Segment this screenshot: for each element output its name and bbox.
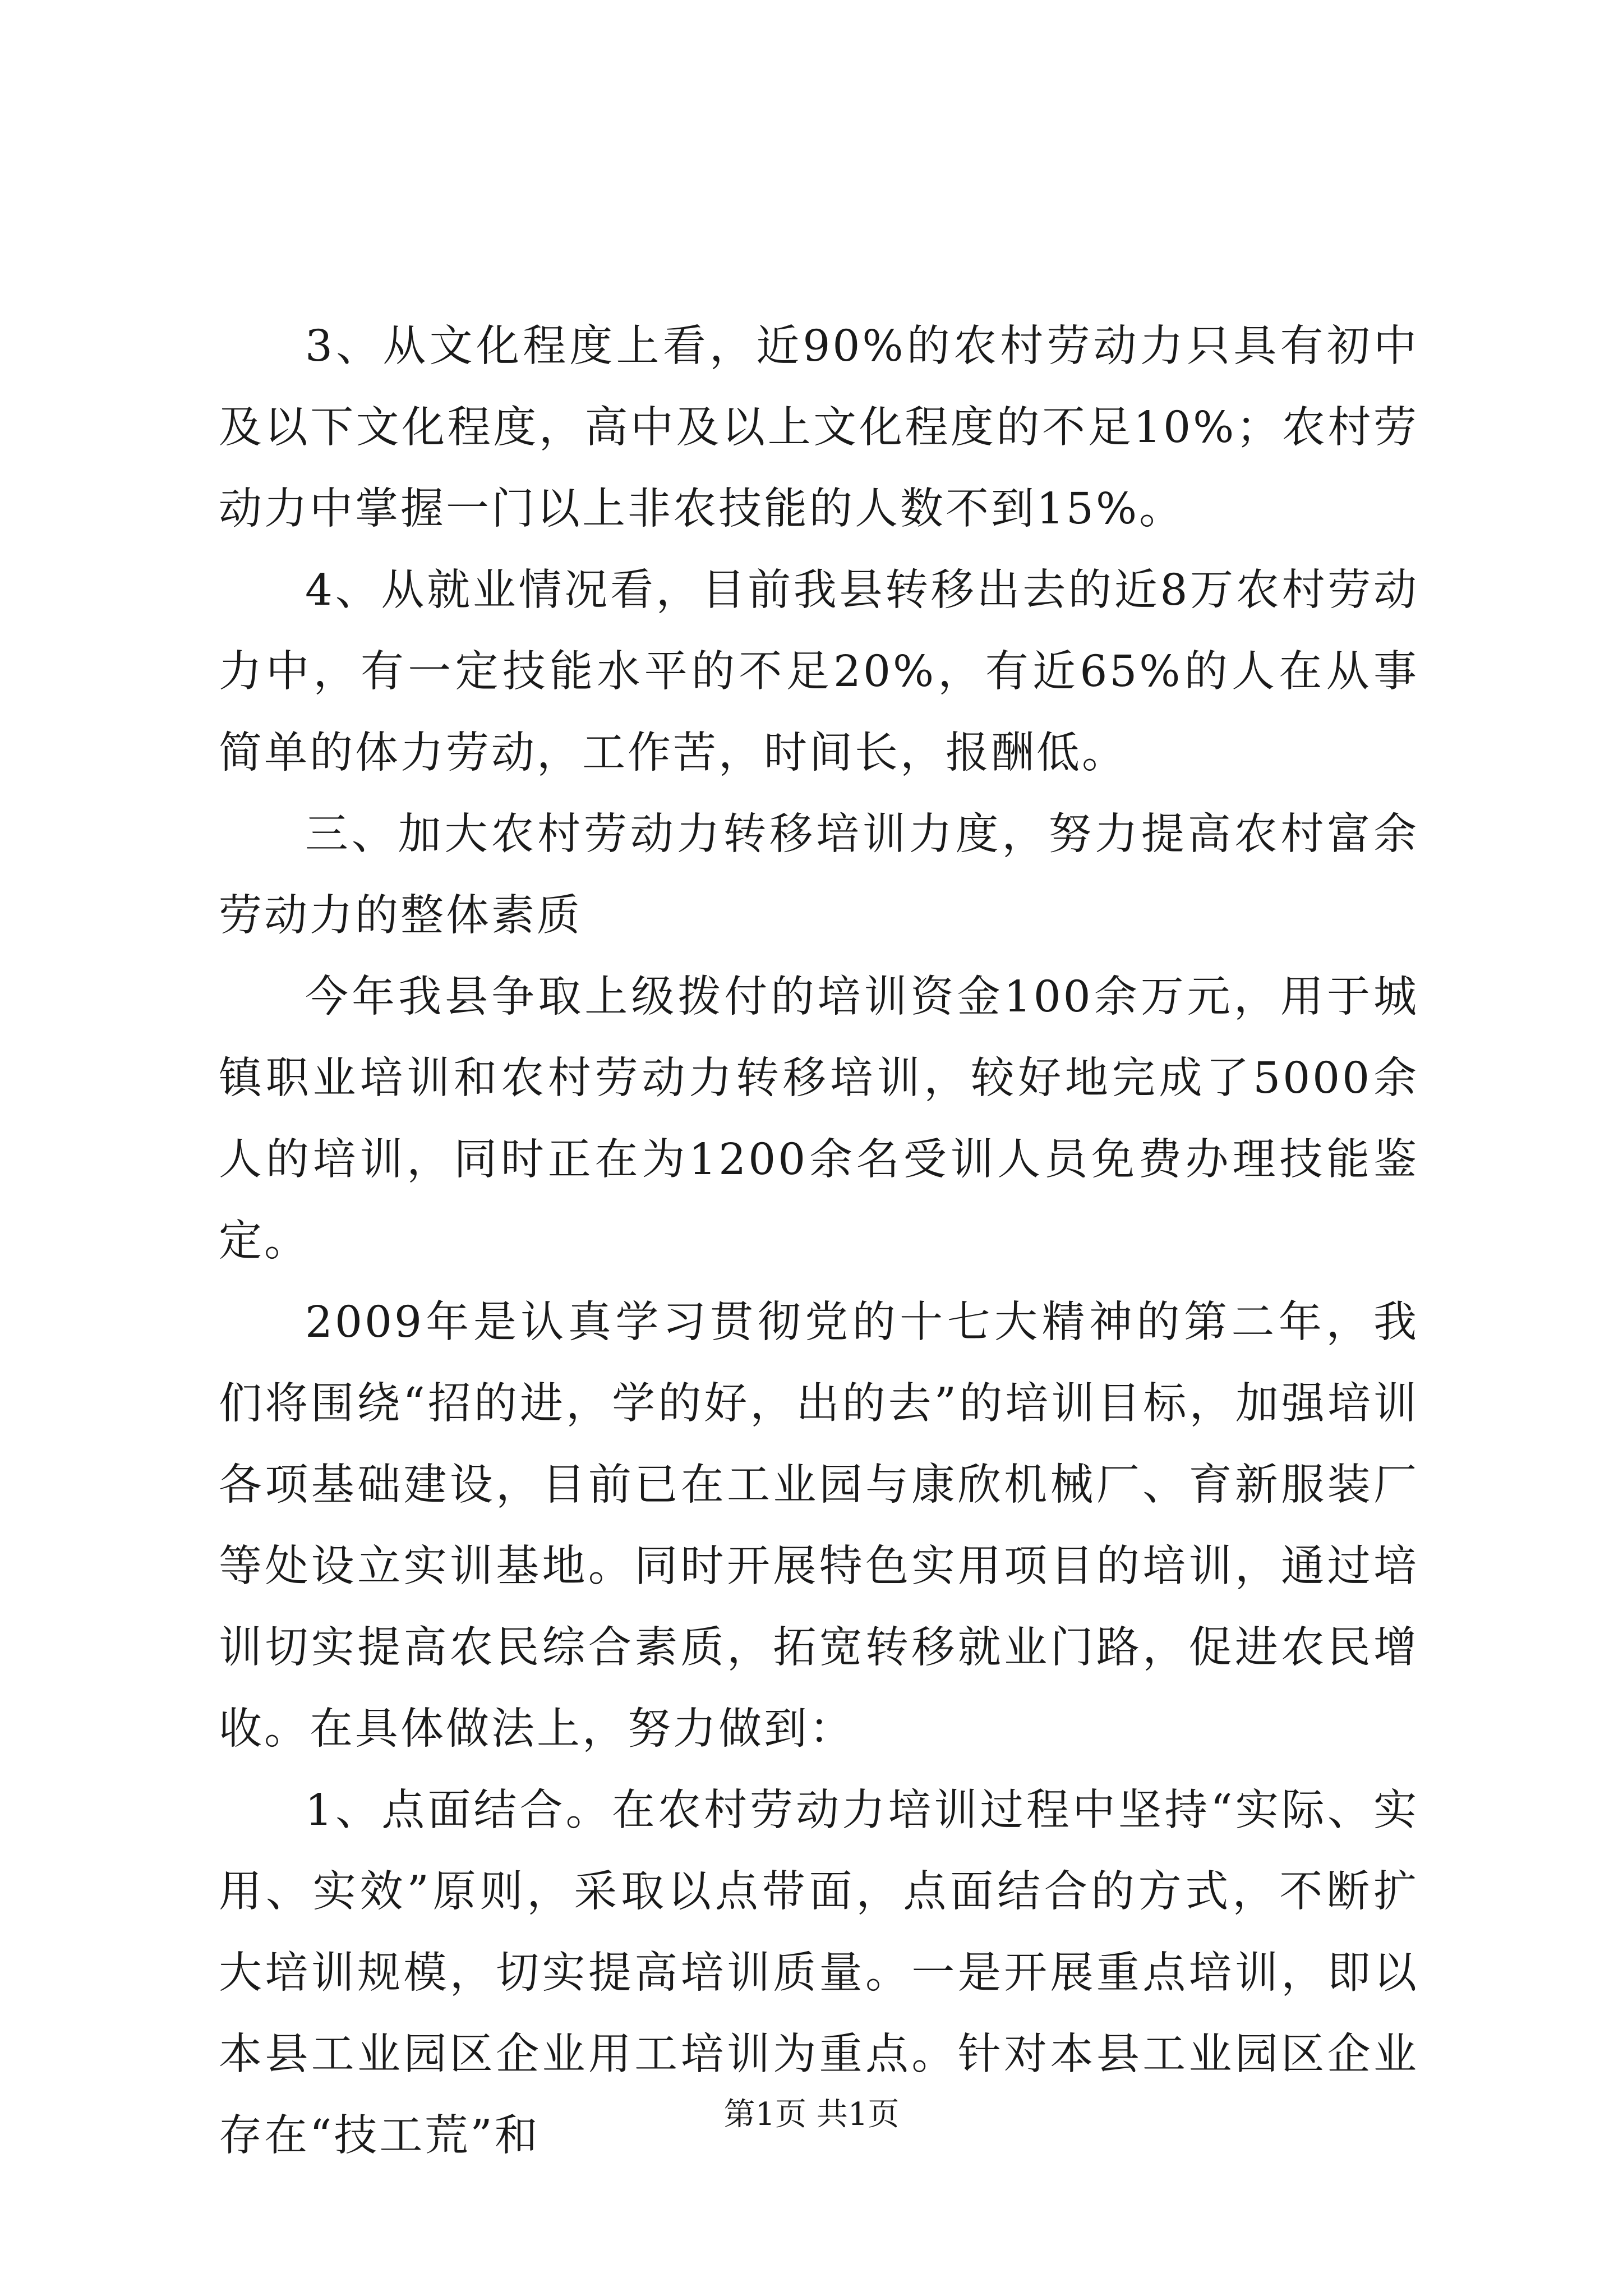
paragraph-training-funds: 今年我县争取上级拨付的培训资金100余万元，用于城镇职业培训和农村劳动力转移培训，较好地完成了5000余人的培训，同时正在为1200余名受训人员免费办理技能鉴定。 bbox=[219, 972, 1419, 1266]
page-footer: 第1页 共1页 bbox=[723, 2096, 900, 2133]
paragraph-employment-situation: 4、从就业情况看，目前我县转移出去的近8万农村劳动力中，有一定技能水平的不足20%，有近65%的人在从事简单的体力劳动，工作苦，时间长，报酬低。 bbox=[219, 565, 1419, 778]
document-body bbox=[219, 306, 1419, 2177]
paragraph-2009-goals: 2009年是认真学习贯彻党的十七大精神的第二年，我们将围绕“招的进，学的好，出的去”的培训目标，加强培训各项基础建设，目前已在工业园与康欣机械厂、育新服装厂等处设立实训基地。同时开展特色实用项目的培训，通过培训切实提高农民综合素质，拓宽转移就业门路，促进农民增收。在具体做法上，努力做到： bbox=[219, 1297, 1419, 1754]
paragraph-education-level: 3、从文化程度上看，近90%的农村劳动力只具有初中及以下文化程度，高中及以上文化程度的不足10%；农村劳动力中掌握一门以上非农技能的人数不到15%。 bbox=[219, 321, 1419, 534]
paragraph-point-area-combination: 1、点面结合。在农村劳动力培训过程中坚持“实际、实用、实效”原则，采取以点带面，点面结合的方式，不断扩大培训规模，切实提高培训质量。一是开展重点培训，即以本县工业园区企业用工培训为重点。针对本县工业园区企业存在“技工荒”和 bbox=[219, 1786, 1419, 2161]
section-heading-three: 三、加大农村劳动力转移培训力度，努力提高农村富余劳动力的整体素质 bbox=[219, 809, 1419, 941]
